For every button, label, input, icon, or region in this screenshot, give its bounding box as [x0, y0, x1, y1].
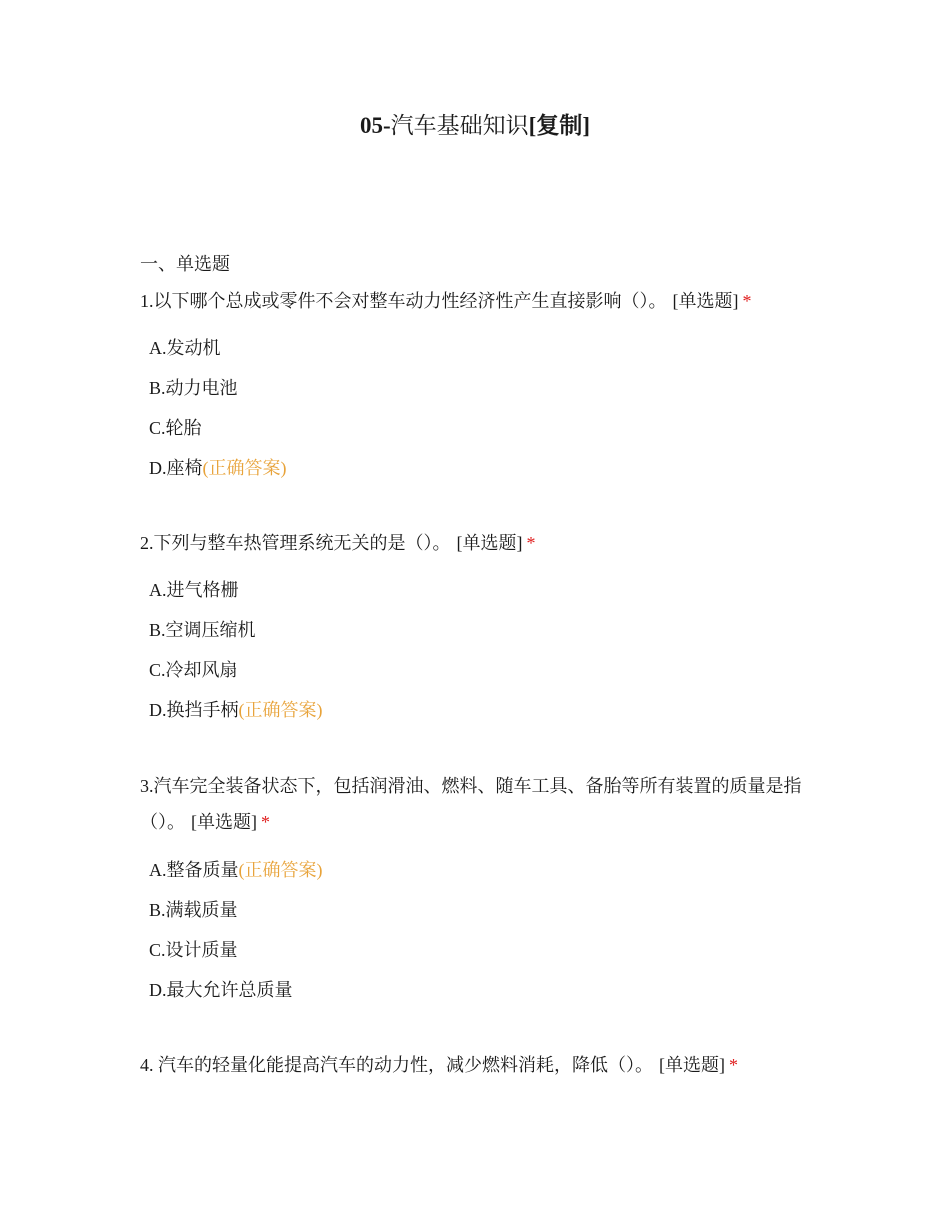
question-text: 4. 汽车的轻量化能提高汽车的动力性，减少燃料消耗，降低（）。 [140, 1055, 653, 1075]
option-item: D.座椅(正确答案) [149, 458, 287, 478]
required-mark: * [729, 1055, 738, 1075]
title-prefix: 05- [360, 113, 391, 138]
required-mark: * [261, 812, 270, 832]
option-item: C.冷却风扇 [149, 660, 238, 680]
question-text: 3.汽车完全装备状态下，包括润滑油、燃料、随车工具、备胎等所有装置的质量是指（）。 [140, 776, 802, 832]
question-type-tag: [单选题] [672, 291, 739, 311]
required-mark: * [526, 533, 536, 553]
title-suffix: [复制] [528, 113, 590, 138]
correct-answer-label: (正确答案) [238, 700, 323, 720]
question-type-tag: [单选题] [191, 812, 257, 832]
question-2 [140, 525, 830, 561]
option-item: B.满载质量 [149, 900, 238, 920]
required-mark: * [742, 291, 752, 311]
correct-answer-label: (正确答案) [238, 860, 323, 880]
question-text: 1.以下哪个总成或零件不会对整车动力性经济性产生直接影响（）。 [140, 291, 667, 311]
page-title [0, 110, 950, 142]
section-heading: 一、单选题 [140, 254, 230, 274]
question-type-tag: [单选题] [456, 533, 523, 553]
option-item: A.发动机 [149, 338, 221, 358]
question-3 [140, 768, 830, 840]
option-item: D.换挡手柄(正确答案) [149, 700, 323, 720]
title-text: 汽车基础知识 [390, 113, 529, 138]
option-item: B.空调压缩机 [149, 620, 256, 640]
question-type-tag: [单选题] [659, 1055, 725, 1075]
option-item: A.进气格栅 [149, 580, 239, 600]
question-text: 2.下列与整车热管理系统无关的是（）。 [140, 533, 451, 553]
question-1 [140, 283, 830, 319]
option-item: B.动力电池 [149, 378, 238, 398]
option-item: C.设计质量 [149, 940, 238, 960]
option-item: A.整备质量(正确答案) [149, 860, 323, 880]
question-4 [140, 1047, 830, 1083]
option-item: C.轮胎 [149, 418, 202, 438]
correct-answer-label: (正确答案) [202, 458, 287, 478]
option-item: D.最大允许总质量 [149, 980, 293, 1000]
